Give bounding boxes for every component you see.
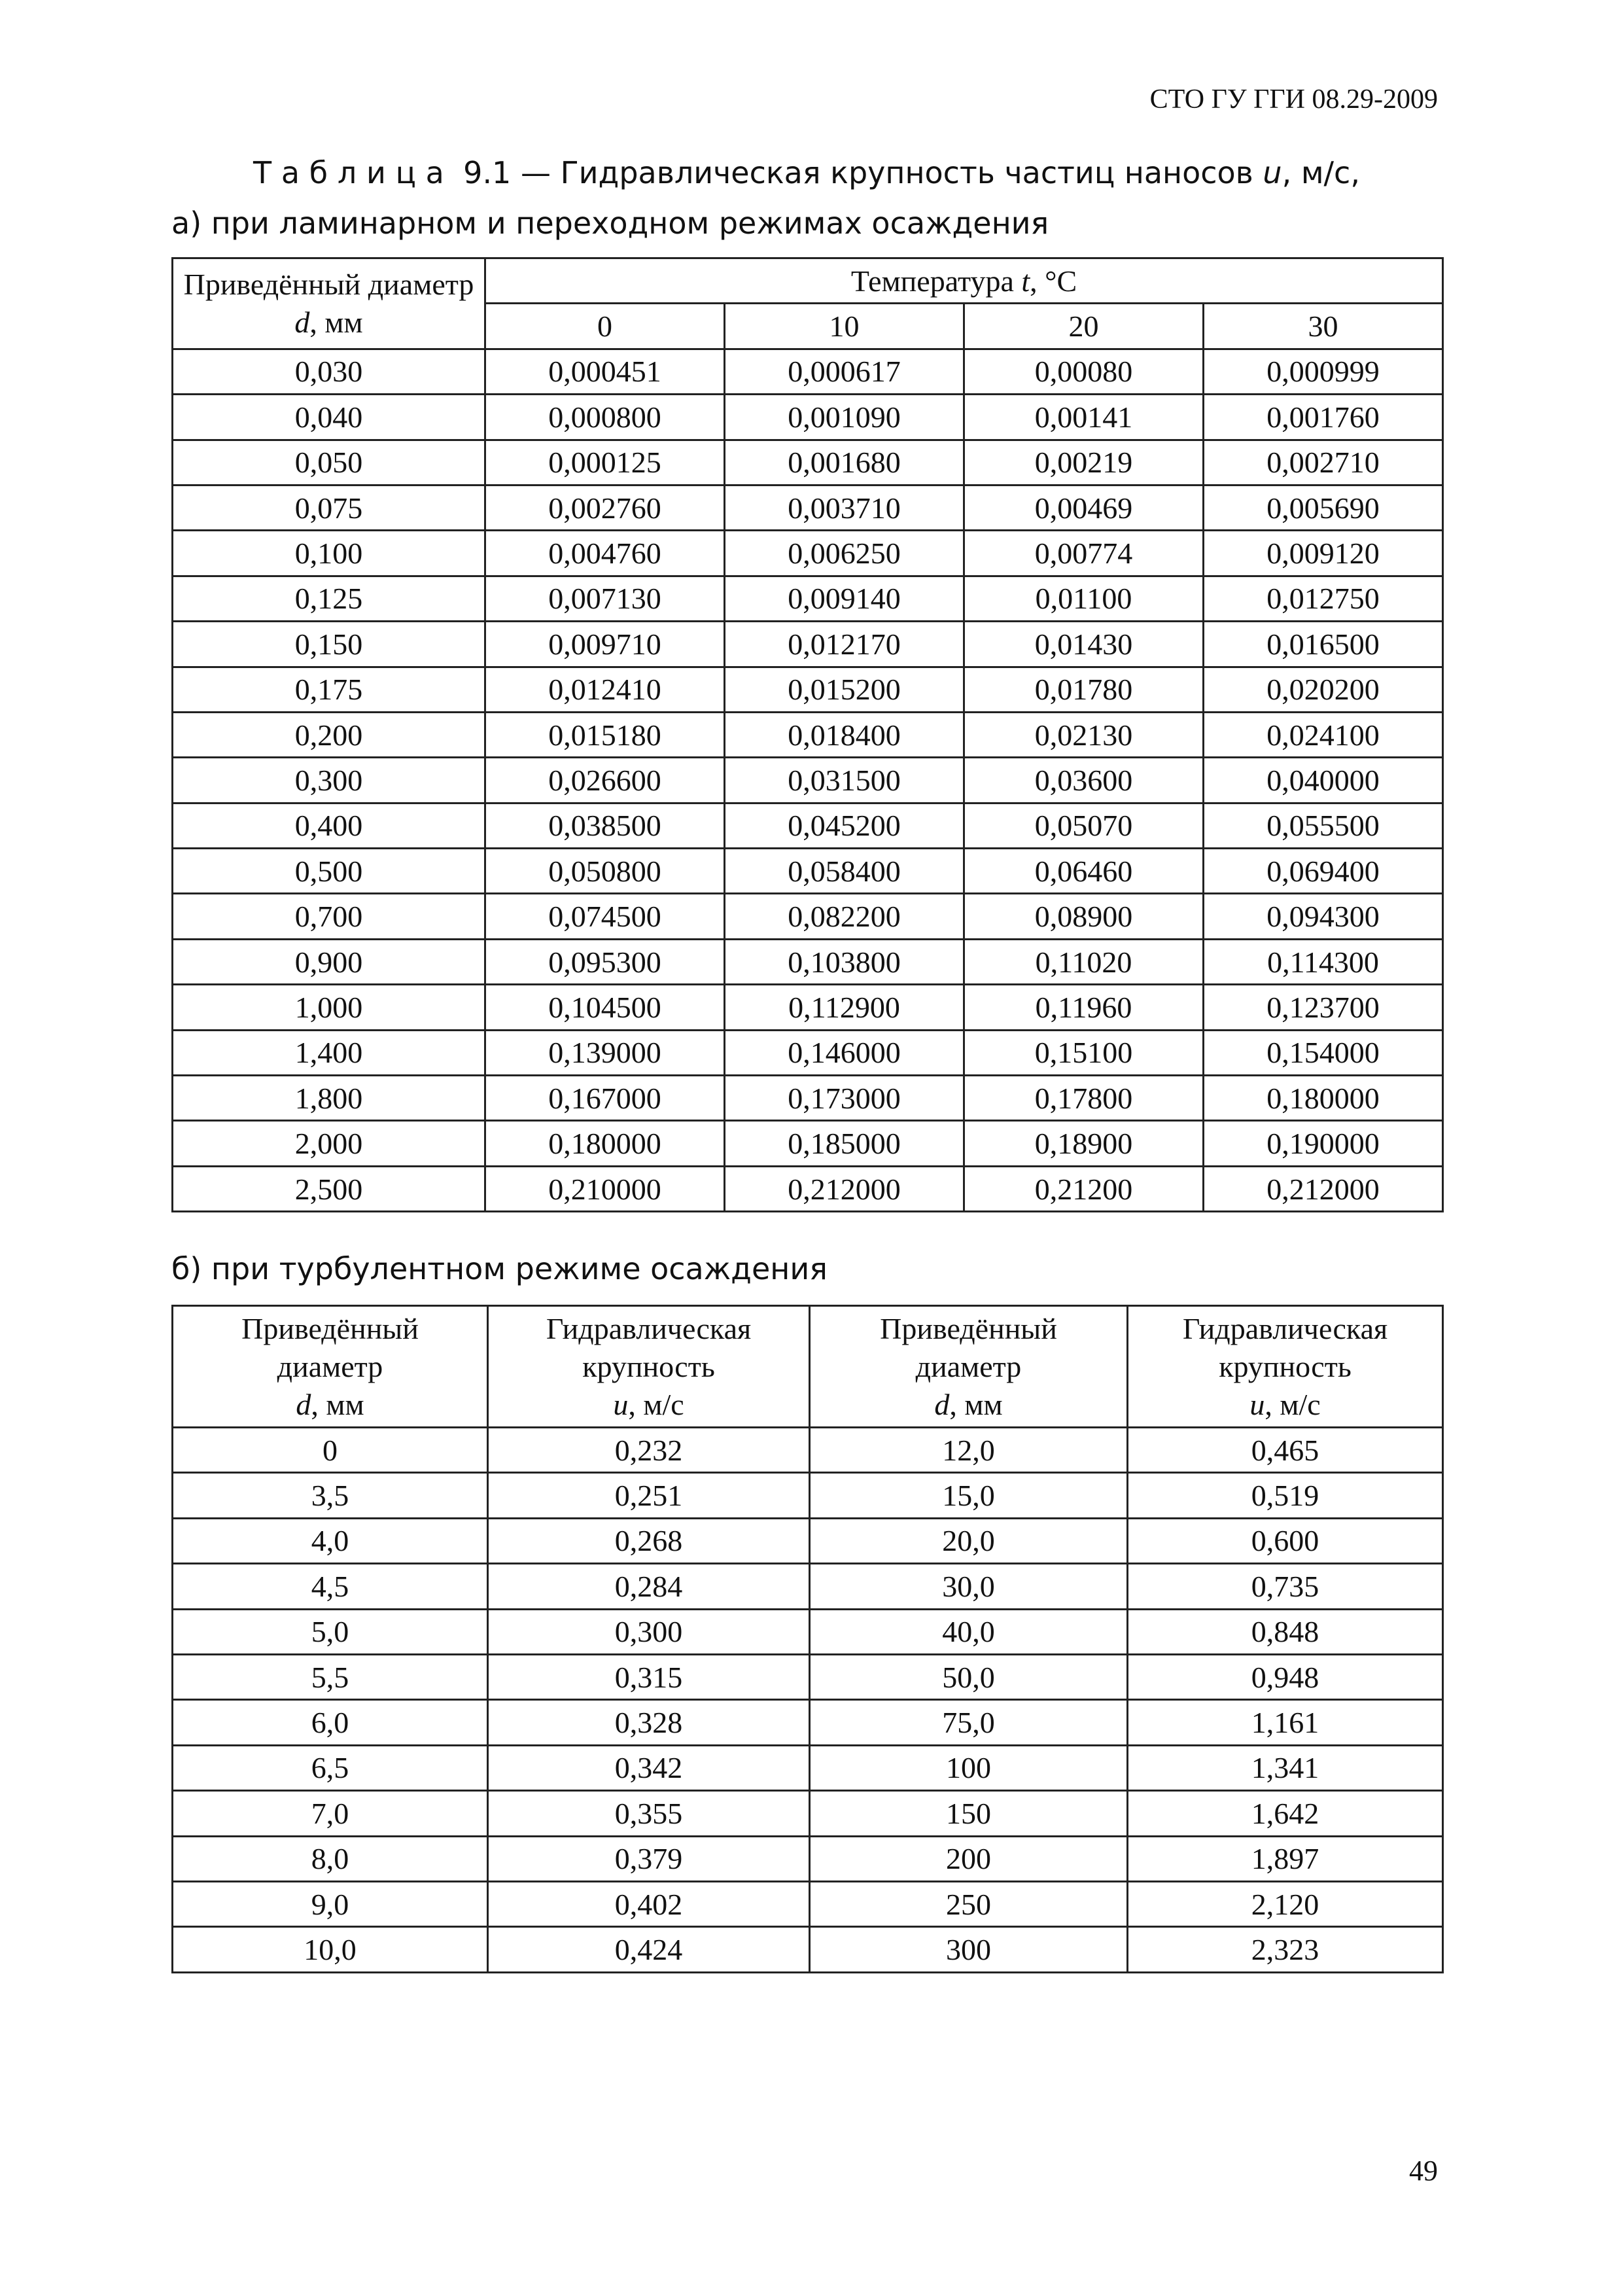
turbulent-table [171, 1305, 1444, 1973]
velocity-cell: 0,948 [1128, 1654, 1443, 1699]
table-row [173, 758, 1443, 803]
velocity-cell: 0,000617 [725, 349, 964, 394]
header-var: d [296, 1387, 311, 1421]
table-title-number: 9.1 [463, 155, 512, 190]
velocity-cell: 0,112900 [725, 985, 964, 1030]
velocity-cell: 0,11020 [964, 939, 1204, 984]
velocity-cell: 0,00774 [964, 531, 1204, 576]
diameter-cell: 1,800 [173, 1076, 485, 1121]
table-row [173, 576, 1443, 621]
table-title-label: Таблица [253, 155, 454, 190]
table-row [173, 1927, 1443, 1972]
header-line: диаметр [915, 1349, 1022, 1383]
table-row [173, 395, 1443, 440]
table-row [173, 1518, 1443, 1563]
diameter-header-var: d [294, 305, 310, 339]
diameter-cell: 9,0 [173, 1881, 488, 1926]
table-row [173, 1745, 1443, 1790]
table-row [173, 485, 1443, 530]
diameter-cell: 4,5 [173, 1564, 488, 1609]
velocity-cell: 0,024100 [1204, 712, 1443, 757]
velocity-cell: 0,173000 [725, 1076, 964, 1121]
laminar-table-body [173, 349, 1443, 1211]
diameter-cell: 2,000 [173, 1121, 485, 1166]
diameter-cell: 0,050 [173, 440, 485, 485]
velocity-cell: 0,009120 [1204, 531, 1443, 576]
table-title-dash: — [520, 155, 551, 190]
velocity-cell: 0,040000 [1204, 758, 1443, 803]
diameter-cell: 1,400 [173, 1030, 485, 1075]
velocity-cell: 0,342 [488, 1745, 810, 1790]
velocity-cell: 0,180000 [1204, 1076, 1443, 1121]
velocity-cell: 0,002760 [485, 485, 725, 530]
table-row [173, 894, 1443, 939]
velocity-cell: 0,315 [488, 1654, 810, 1699]
velocity-cell: 0,000999 [1204, 349, 1443, 394]
header-var: u [1249, 1387, 1265, 1421]
velocity-cell: 0,003710 [725, 485, 964, 530]
velocity-cell: 0,001680 [725, 440, 964, 485]
table-row [173, 349, 1443, 394]
diameter-header [173, 1306, 488, 1428]
diameter-cell: 0,150 [173, 622, 485, 667]
diameter-cell: 300 [810, 1927, 1128, 1972]
velocity-cell: 0,103800 [725, 939, 964, 984]
diameter-cell: 15,0 [810, 1473, 1128, 1518]
velocity-cell: 0,139000 [485, 1030, 725, 1075]
table-b-subtitle: б) при турбулентном режиме осаждения [171, 1251, 828, 1286]
diameter-cell: 5,0 [173, 1609, 488, 1654]
header-line [173, 1386, 487, 1424]
velocity-cell: 2,120 [1128, 1881, 1443, 1926]
velocity-cell: 1,642 [1128, 1791, 1443, 1836]
velocity-cell: 0,379 [488, 1836, 810, 1881]
temperature-header-text: Температура [850, 264, 1014, 298]
velocity-cell: 0,00469 [964, 485, 1204, 530]
header-line: Приведённый [880, 1311, 1057, 1345]
header-unit: , м/с [1265, 1387, 1321, 1421]
velocity-cell: 0,000451 [485, 349, 725, 394]
velocity-cell: 0,268 [488, 1518, 810, 1563]
velocity-cell: 0,114300 [1204, 939, 1443, 984]
temperature-column-header: 30 [1204, 304, 1443, 349]
velocity-cell: 0,104500 [485, 985, 725, 1030]
diameter-header-unit: , мм [309, 305, 363, 339]
diameter-cell: 0,040 [173, 395, 485, 440]
velocity-cell: 0,00219 [964, 440, 1204, 485]
velocity-cell: 0,001760 [1204, 395, 1443, 440]
velocity-cell: 0,026600 [485, 758, 725, 803]
table-title [171, 147, 1442, 198]
diameter-cell: 150 [810, 1791, 1128, 1836]
velocity-cell: 0,21200 [964, 1166, 1204, 1211]
diameter-cell: 0,200 [173, 712, 485, 757]
table-row [173, 1564, 1443, 1609]
velocity-cell: 0,045200 [725, 803, 964, 848]
velocity-cell: 0,015200 [725, 667, 964, 712]
velocity-cell: 0,402 [488, 1881, 810, 1926]
table-row [173, 939, 1443, 984]
diameter-cell: 6,5 [173, 1745, 488, 1790]
table-row [173, 622, 1443, 667]
velocity-cell: 0,095300 [485, 939, 725, 984]
diameter-cell: 8,0 [173, 1836, 488, 1881]
velocity-cell: 0,848 [1128, 1609, 1443, 1654]
velocity-cell: 0,18900 [964, 1121, 1204, 1166]
velocity-cell: 0,012170 [725, 622, 964, 667]
velocity-cell: 0,009140 [725, 576, 964, 621]
velocity-cell: 0,012750 [1204, 576, 1443, 621]
laminar-table [171, 257, 1444, 1212]
velocity-cell: 0,069400 [1204, 849, 1443, 894]
velocity-cell: 0,465 [1128, 1428, 1443, 1473]
table-row [173, 667, 1443, 712]
velocity-cell: 0,00141 [964, 395, 1204, 440]
diameter-header [173, 258, 485, 349]
velocity-cell: 0,355 [488, 1791, 810, 1836]
temperature-column-header: 0 [485, 304, 725, 349]
velocity-cell: 0,146000 [725, 1030, 964, 1075]
velocity-cell: 0,016500 [1204, 622, 1443, 667]
diameter-cell: 10,0 [173, 1927, 488, 1972]
velocity-cell: 0,00080 [964, 349, 1204, 394]
table-row [173, 1791, 1443, 1836]
table-title-unit: , м/с, [1282, 155, 1360, 190]
table-row [173, 985, 1443, 1030]
velocity-cell: 0,000800 [485, 395, 725, 440]
velocity-cell: 0,123700 [1204, 985, 1443, 1030]
table-row [173, 1836, 1443, 1881]
velocity-cell: 0,519 [1128, 1473, 1443, 1518]
diameter-cell: 0,075 [173, 485, 485, 530]
diameter-cell: 0,900 [173, 939, 485, 984]
table-row [173, 1654, 1443, 1699]
header-line: Гидравлическая [546, 1311, 752, 1345]
table-row [173, 1473, 1443, 1518]
temperature-header-var: t [1021, 264, 1030, 298]
table-row [173, 1881, 1443, 1926]
velocity-cell: 0,212000 [725, 1166, 964, 1211]
temperature-column-header: 10 [725, 304, 964, 349]
table-row [173, 1076, 1443, 1121]
header-line: крупность [582, 1349, 715, 1383]
table-row [173, 803, 1443, 848]
diameter-cell: 12,0 [810, 1428, 1128, 1473]
velocity-cell: 0,167000 [485, 1076, 725, 1121]
diameter-cell: 5,5 [173, 1654, 488, 1699]
diameter-cell: 0,175 [173, 667, 485, 712]
temperature-header [485, 258, 1443, 304]
diameter-cell: 0,030 [173, 349, 485, 394]
diameter-cell: 6,0 [173, 1700, 488, 1745]
velocity-cell: 0,015180 [485, 712, 725, 757]
diameter-cell: 4,0 [173, 1518, 488, 1563]
velocity-cell: 0,185000 [725, 1121, 964, 1166]
velocity-cell: 0,055500 [1204, 803, 1443, 848]
velocity-cell: 0,074500 [485, 894, 725, 939]
diameter-cell: 0 [173, 1428, 488, 1473]
diameter-cell: 0,400 [173, 803, 485, 848]
velocity-cell: 0,009710 [485, 622, 725, 667]
diameter-cell: 0,500 [173, 849, 485, 894]
velocity-cell: 0,154000 [1204, 1030, 1443, 1075]
diameter-cell: 40,0 [810, 1609, 1128, 1654]
velocity-cell: 0,735 [1128, 1564, 1443, 1609]
diameter-cell: 2,500 [173, 1166, 485, 1211]
diameter-cell: 0,700 [173, 894, 485, 939]
velocity-cell: 0,03600 [964, 758, 1204, 803]
velocity-cell: 0,004760 [485, 531, 725, 576]
velocity-cell: 0,251 [488, 1473, 810, 1518]
diameter-cell: 0,125 [173, 576, 485, 621]
velocity-cell: 0,300 [488, 1609, 810, 1654]
velocity-cell: 0,018400 [725, 712, 964, 757]
diameter-cell: 7,0 [173, 1791, 488, 1836]
velocity-cell: 0,232 [488, 1428, 810, 1473]
table-row [173, 1428, 1443, 1473]
diameter-header-text: Приведённый диаметр [183, 267, 474, 301]
table-a-subtitle: а) при ламинарном и переходном режимах осаждения [171, 205, 1049, 241]
table-row [173, 440, 1443, 485]
velocity-cell: 0,08900 [964, 894, 1204, 939]
velocity-cell: 0,210000 [485, 1166, 725, 1211]
header-var: d [934, 1387, 950, 1421]
header-line [489, 1386, 809, 1424]
diameter-cell: 30,0 [810, 1564, 1128, 1609]
velocity-cell: 0,424 [488, 1927, 810, 1972]
velocity-cell: 0,020200 [1204, 667, 1443, 712]
velocity-cell: 0,000125 [485, 440, 725, 485]
diameter-cell: 3,5 [173, 1473, 488, 1518]
turbulent-table-body [173, 1428, 1443, 1973]
diameter-header [810, 1306, 1128, 1428]
velocity-cell: 0,01100 [964, 576, 1204, 621]
velocity-cell: 1,161 [1128, 1700, 1443, 1745]
document-code: СТО ГУ ГГИ 08.29-2009 [1149, 84, 1438, 115]
header-line: диаметр [277, 1349, 383, 1383]
velocity-header [488, 1306, 810, 1428]
velocity-cell: 0,012410 [485, 667, 725, 712]
velocity-cell: 0,284 [488, 1564, 810, 1609]
page-number: 49 [1409, 2155, 1438, 2187]
velocity-cell: 0,05070 [964, 803, 1204, 848]
table-row [173, 849, 1443, 894]
velocity-cell: 0,06460 [964, 849, 1204, 894]
table-row [173, 1166, 1443, 1211]
diameter-cell: 200 [810, 1836, 1128, 1881]
velocity-header [1128, 1306, 1443, 1428]
header-line [1128, 1386, 1442, 1424]
velocity-cell: 0,082200 [725, 894, 964, 939]
table-row [173, 1700, 1443, 1745]
diameter-cell: 0,100 [173, 531, 485, 576]
velocity-cell: 0,002710 [1204, 440, 1443, 485]
velocity-cell: 0,007130 [485, 576, 725, 621]
velocity-cell: 0,02130 [964, 712, 1204, 757]
velocity-cell: 0,15100 [964, 1030, 1204, 1075]
velocity-cell: 0,180000 [485, 1121, 725, 1166]
table-row [173, 1121, 1443, 1166]
velocity-cell: 0,01430 [964, 622, 1204, 667]
header-unit: , мм [949, 1387, 1003, 1421]
turbulent-table-header-row [173, 1306, 1443, 1428]
diameter-cell: 1,000 [173, 985, 485, 1030]
velocity-cell: 0,328 [488, 1700, 810, 1745]
diameter-cell: 50,0 [810, 1654, 1128, 1699]
velocity-cell: 1,341 [1128, 1745, 1443, 1790]
velocity-cell: 0,600 [1128, 1518, 1443, 1563]
velocity-cell: 0,006250 [725, 531, 964, 576]
velocity-cell: 0,17800 [964, 1076, 1204, 1121]
diameter-cell: 75,0 [810, 1700, 1128, 1745]
table-title-text: Гидравлическая крупность частиц наносов [560, 155, 1253, 190]
header-line: крупность [1219, 1349, 1352, 1383]
temperature-column-header: 20 [964, 304, 1204, 349]
velocity-cell: 0,058400 [725, 849, 964, 894]
velocity-cell: 0,031500 [725, 758, 964, 803]
velocity-cell: 2,323 [1128, 1927, 1443, 1972]
diameter-cell: 250 [810, 1881, 1128, 1926]
table-row [173, 1030, 1443, 1075]
table-row [173, 712, 1443, 757]
header-line: Гидравлическая [1182, 1311, 1388, 1345]
velocity-cell: 1,897 [1128, 1836, 1443, 1881]
velocity-cell: 0,094300 [1204, 894, 1443, 939]
velocity-cell: 0,212000 [1204, 1166, 1443, 1211]
table-row [173, 531, 1443, 576]
velocity-cell: 0,11960 [964, 985, 1204, 1030]
velocity-cell: 0,050800 [485, 849, 725, 894]
temperature-header-unit: , °С [1030, 264, 1077, 298]
velocity-cell: 0,001090 [725, 395, 964, 440]
velocity-cell: 0,038500 [485, 803, 725, 848]
header-var: u [613, 1387, 629, 1421]
velocity-cell: 0,005690 [1204, 485, 1443, 530]
header-line [811, 1386, 1126, 1424]
diameter-cell: 100 [810, 1745, 1128, 1790]
velocity-cell: 0,190000 [1204, 1121, 1443, 1166]
diameter-cell: 0,300 [173, 758, 485, 803]
diameter-cell: 20,0 [810, 1518, 1128, 1563]
header-unit: , м/с [628, 1387, 684, 1421]
header-unit: , мм [311, 1387, 364, 1421]
velocity-cell: 0,01780 [964, 667, 1204, 712]
table-row [173, 1609, 1443, 1654]
table-title-var: u [1263, 155, 1282, 190]
header-line: Приведённый [241, 1311, 419, 1345]
